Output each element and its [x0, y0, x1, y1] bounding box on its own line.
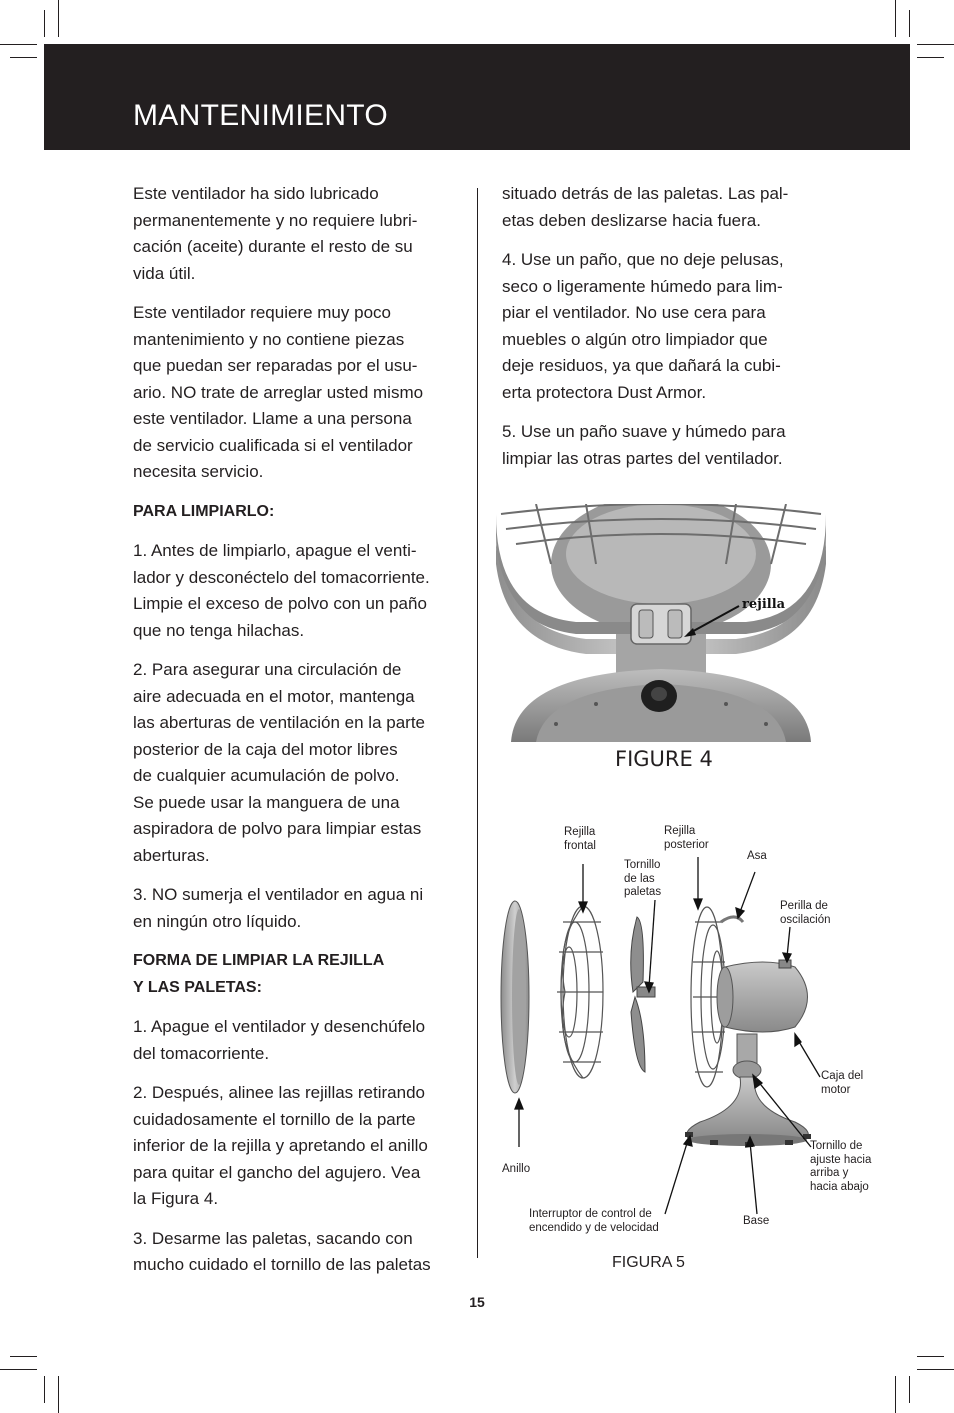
body-paragraph: Este ventilador requiere muy poco mantenimiento y no contiene piezas que puedan ser reparadas por el usu- ario. NO trate de arreglar usted mismo este ventilador. Llame a una persona de servicio cualificada si el ventilador necesita servicio.	[133, 303, 424, 481]
crop-mark	[44, 10, 45, 37]
label-perilla-oscilacion: Perilla de oscilación	[780, 900, 831, 926]
crop-mark	[58, 1376, 59, 1413]
body-paragraph: 1. Antes de limpiarlo, apague el venti- lador y desconéctelo del tomacorriente. Limpie el exceso de polvo con un paño que no tenga hilachas.	[133, 541, 430, 640]
label-anillo: Anillo	[502, 1163, 531, 1175]
crop-mark	[10, 1356, 37, 1357]
label-tornillo-ajuste: Tornillo de ajuste hacia arriba y hacia abajo	[810, 1140, 872, 1193]
section-subheading: FORMA DE LIMPIAR LA REJILLA Y LAS PALETAS:	[133, 952, 385, 996]
section-title: MANTENIMIENTO	[133, 99, 389, 132]
column-divider	[477, 188, 478, 1258]
body-paragraph: 5. Use un paño suave y húmedo para limpiar las otras partes del ventilador.	[502, 422, 786, 468]
right-text-column	[502, 181, 822, 485]
crop-mark	[895, 0, 896, 37]
crop-mark	[895, 1376, 896, 1413]
crop-mark	[917, 57, 944, 58]
body-paragraph: 2. Después, alinee las rejillas retirando cuidadosamente el tornillo de la parte inferior de la rejilla y apretando el anillo para quitar el gancho del agujero. Vea la Figura 4.	[133, 1083, 428, 1208]
crop-mark	[909, 1376, 910, 1403]
body-paragraph: 2. Para asegurar una circulación de aire adecuada en el motor, mantenga las aberturas de ventilación en la parte posterior de la caja del motor libres de cualquier acumulación de polvo. Se puede usar la manguera de una aspiradora de polvo para limpiar estas aberturas.	[133, 660, 426, 865]
crop-mark	[0, 1369, 37, 1370]
body-paragraph: 4. Use un paño, que no deje pelusas, seco o ligeramente húmedo para lim- piar el ventilador. No use cera para muebles o algún otro limpiador que deje residuos, ya que dañará la cubi- erta protectora Dust Armor.	[502, 250, 784, 402]
left-text-column	[133, 181, 463, 1292]
body-paragraph: 3. Desarme las paletas, sacando con mucho cuidado el tornillo de las paletas	[133, 1228, 431, 1274]
crop-mark	[0, 44, 37, 45]
figure-5-caption: FIGURA 5	[612, 1254, 685, 1271]
crop-mark	[917, 1369, 954, 1370]
section-header	[44, 44, 910, 150]
figure-4-caption: FIGURE 4	[615, 747, 713, 771]
section-subheading: PARA LIMPIARLO:	[133, 502, 275, 520]
label-base: Base	[743, 1215, 770, 1227]
figure-4-image	[496, 504, 826, 742]
label-caja-motor: Caja del motor	[821, 1070, 864, 1096]
label-interruptor: Interruptor de control de encendido y de velocidad	[529, 1208, 659, 1234]
page-number: 15	[469, 1294, 485, 1310]
label-asa: Asa	[747, 850, 767, 862]
crop-mark	[917, 1356, 944, 1357]
label-tornillo-paletas: Tornillo de las paletas	[624, 859, 662, 898]
crop-mark	[44, 1376, 45, 1403]
body-paragraph: 3. NO sumerja el ventilador en agua ni en ningún otro líquido.	[133, 885, 424, 931]
label-rejilla-frontal: Rejilla frontal	[564, 826, 596, 852]
body-paragraph: 1. Apague el ventilador y desenchúfelo del tomacorriente.	[133, 1017, 426, 1063]
crop-mark	[917, 44, 954, 45]
body-paragraph: situado detrás de las paletas. Las pal- etas deben deslizarse hacia fuera.	[502, 184, 789, 230]
label-rejilla-posterior: Rejilla posterior	[664, 825, 709, 851]
figure-4-label-rejilla: rejilla	[742, 597, 786, 612]
body-paragraph: Este ventilador ha sido lubricado permanentemente y no requiere lubri- cación (aceite) durante el resto de su vida útil.	[133, 184, 418, 283]
crop-mark	[10, 57, 37, 58]
crop-mark	[58, 0, 59, 37]
crop-mark	[909, 10, 910, 37]
